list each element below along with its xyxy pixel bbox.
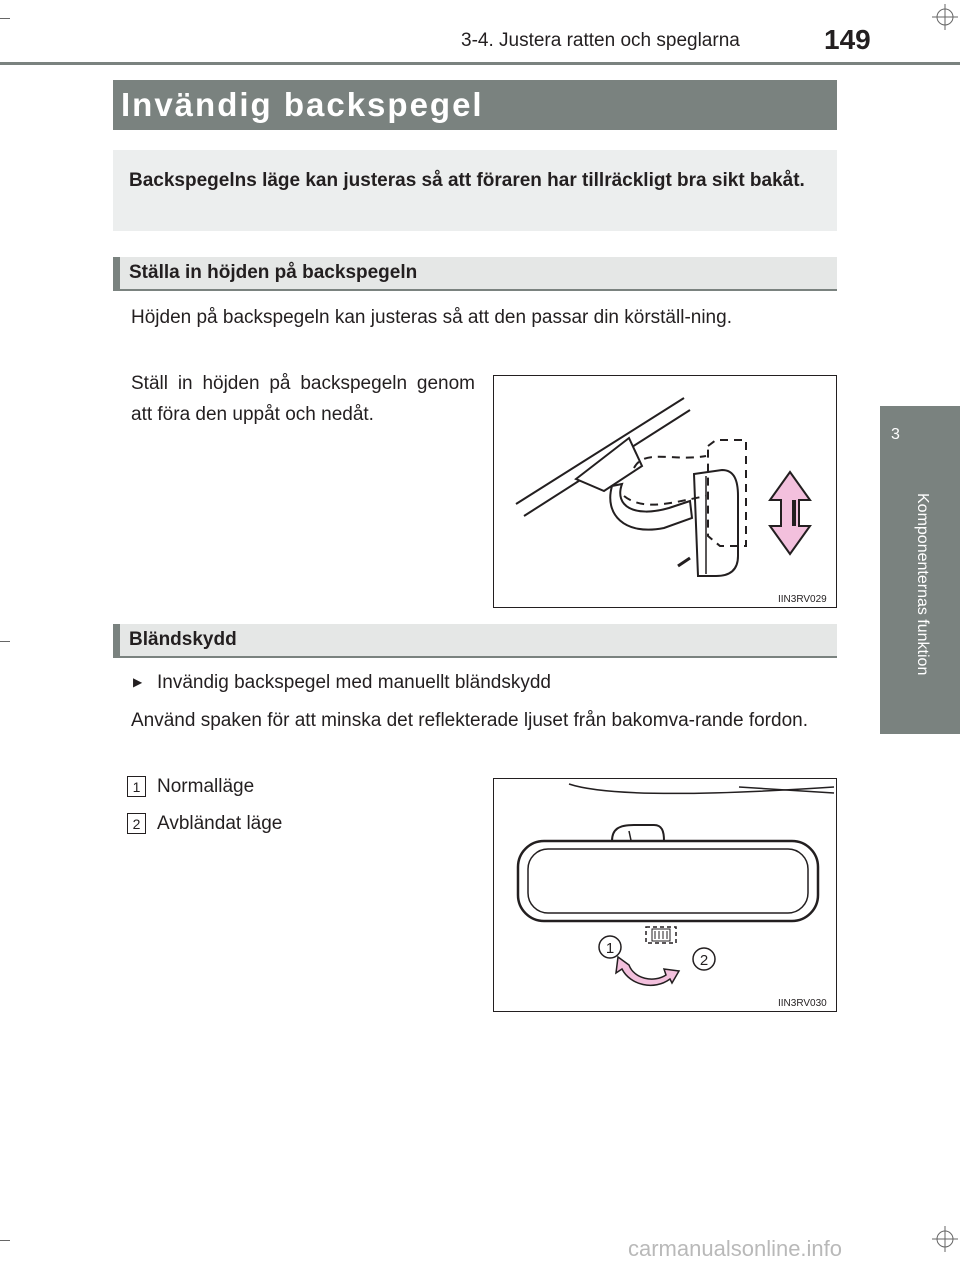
page-number: 149 xyxy=(824,24,871,55)
figure-code: IIN3RV029 xyxy=(778,594,827,605)
section-title: Ställa in höjden på backspegeln xyxy=(129,262,418,283)
figure-mirror-glare xyxy=(493,778,837,1012)
page-title-bar xyxy=(113,80,837,130)
header-rule xyxy=(0,62,960,65)
item-label-1: Normalläge xyxy=(157,776,255,797)
glare-paragraph: Använd spaken för att minska det reflekterade ljuset från bakomva-rande fordon. xyxy=(131,710,808,731)
figure-mirror-height xyxy=(493,375,837,608)
watermark: carmanualsonline.info xyxy=(628,1236,843,1261)
item-label-2: Avbländat läge xyxy=(157,813,283,834)
registration-mark-icon xyxy=(932,1226,958,1252)
intro-text: Backspegelns läge kan justeras så att föraren har tillräckligt bra sikt bakåt. xyxy=(129,170,805,191)
page-title: Invändig backspegel xyxy=(121,86,484,123)
height-paragraph-1: Höjden på backspegeln kan justeras så att den passar din körställ-ning. xyxy=(131,307,732,328)
item-number-2: 2 xyxy=(127,813,146,834)
mirror-glare-illustration xyxy=(494,779,836,1011)
section-heading-glare xyxy=(113,624,837,658)
crop-mark xyxy=(0,641,10,642)
height-paragraph-2: Ställ in höjden på backspegeln genom att föra den uppåt och nedåt. xyxy=(131,373,475,425)
running-header: 3-4. Justera ratten och speglarna xyxy=(461,30,740,51)
chapter-number: 3 xyxy=(891,426,900,443)
chapter-label: Komponenternas funktion xyxy=(914,493,931,676)
crop-mark xyxy=(0,1240,10,1241)
glare-bullet-text: Invändig backspegel med manuellt bländskydd xyxy=(157,672,551,693)
registration-mark-icon xyxy=(932,4,958,30)
intro-box xyxy=(113,150,837,231)
callout-2: 2 xyxy=(699,952,709,969)
callout-1: 1 xyxy=(605,940,615,957)
crop-mark xyxy=(0,18,10,19)
figure-code: IIN3RV030 xyxy=(778,998,827,1009)
item-number-1: 1 xyxy=(127,776,146,797)
section-heading-height xyxy=(113,257,837,291)
mirror-height-illustration xyxy=(494,376,836,607)
bullet-arrow-icon: ▶ xyxy=(133,675,143,689)
section-title: Bländskydd xyxy=(129,629,237,650)
